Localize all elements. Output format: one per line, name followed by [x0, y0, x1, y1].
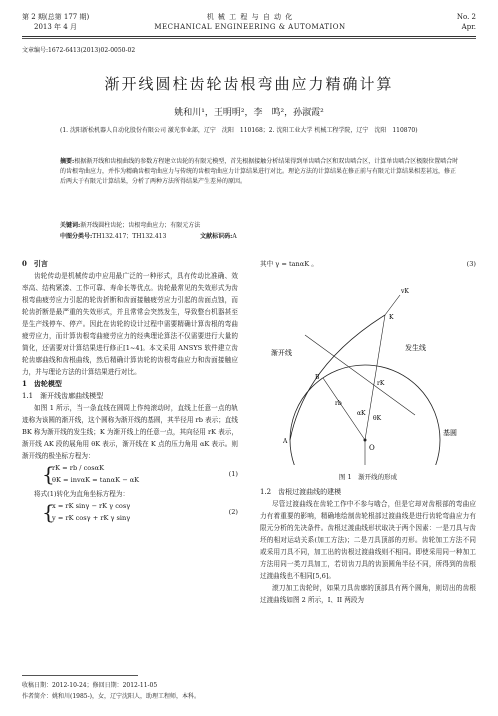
- label-o: O: [369, 444, 375, 452]
- journal-name-cn: 机 械 工 程 与 自 动 化: [206, 13, 294, 21]
- equation-2a: x = rK sinγ − rK γ cosγ: [52, 502, 131, 510]
- article-number: 文章编号:1672-6413(2013)02-0050-02: [22, 47, 136, 54]
- subsection-involute-heading: 1.1 渐开线齿廓曲线模型: [22, 392, 104, 400]
- equation-2b: y = rK cosγ + rK γ sinγ: [52, 514, 131, 522]
- subsection-fillet-heading: 1.2 齿根过渡曲线的建模: [260, 488, 342, 496]
- abstract: [60, 157, 460, 187]
- issue-month: Apr.: [461, 23, 476, 31]
- right-column-lower: [260, 486, 476, 606]
- header-rule-thin: [22, 38, 476, 39]
- left-column: [22, 258, 238, 526]
- section-model-heading: 1 齿轮模型: [22, 379, 62, 388]
- keywords-text: 渐开线圆柱齿轮；齿根弯曲应力；有限元方法: [80, 222, 201, 229]
- right-column: [260, 258, 476, 270]
- section-intro-heading: 0 引言: [22, 259, 48, 268]
- hob-paragraph: 滚刀加工齿轮时，如果刀具齿廓的顶部具有两个圆角，则切出的齿根过渡曲线如图 2 所示，I、II 两段为: [260, 584, 476, 604]
- intro-paragraph: 齿轮传动是机械传动中应用最广泛的一种形式，具有传动比准确、效率高、结构紧凑、工作可靠、寿命长等优点。齿轮最常见的失效形式为齿根弯曲疲劳应力引起的轮齿折断和齿面接触疲劳应力引起的齿面点蚀，而轮齿折断是最严重的失效形式，并且常常会突然发生，导致整台机器甚至是生产线停车、停产。因此在齿轮的设计过程中需要精确计算齿根的弯曲疲劳应力，而计算齿根弯曲疲劳应力的经典理论算法不仅需要进行大量的简化，还需要对计算结果进行修正[1~4]。本文采用 ANSYS 软件建立齿轮齿廓曲线和齿根曲线，然后精确计算齿轮的齿根弯曲应力和齿面接触应力，并与理论方法的计算结果进行对比。: [22, 272, 238, 376]
- author-list: 姚和川¹，王明明²，李 鸣²，孙淑霞²: [174, 108, 324, 118]
- doc-label: 文献标识码:: [200, 233, 233, 240]
- equation-2-number: (2): [228, 508, 238, 516]
- footnote: [22, 680, 482, 702]
- issue-number: 第 2 期(总第 177 期): [22, 13, 90, 21]
- abstract-text: 根据渐开线和齿根曲线的参数方程建立齿轮的有限元模型，首先根据接触分析结果得到单齿啮合区和双齿啮合区，计算单齿啮合区极限位置啮合时的齿根弯曲应力，并作为精确齿根弯曲应力与传统的齿根弯曲应力计算结果进行对比。理论方法的计算结果在修正前与有限元计算结果相差甚远，修正后两大于有限元计算结果，分析了两种方法所得结果产生差异的原因。: [60, 158, 459, 185]
- label-vk: vK: [401, 288, 409, 295]
- label-alpha-k: αK: [357, 410, 366, 417]
- transform-paragraph: 将式(1)转化为直角坐标方程为：: [34, 490, 130, 498]
- label-involute: 渐开线: [271, 349, 292, 357]
- label-rk: rK: [377, 380, 385, 387]
- equation-3: [260, 258, 476, 270]
- classification: [60, 231, 460, 240]
- equation-1-number: (1): [228, 470, 238, 478]
- equation-2: { x = rK sinγ − rK γ cosγ y = rK cosγ + rK γ sinγ (2): [42, 500, 238, 524]
- abstract-label: 摘要:: [60, 158, 75, 165]
- issue-date: 2013 年 4 月: [34, 23, 77, 31]
- label-b: B: [315, 374, 320, 381]
- keywords: [60, 220, 460, 229]
- generating-line: [305, 335, 415, 415]
- footnote-rule: [22, 675, 138, 676]
- involute-curve: [290, 315, 385, 440]
- doc-text: A: [232, 233, 237, 240]
- label-theta-k: θK: [373, 415, 382, 422]
- involute-paragraph: 如图 1 所示，当一条直线在圆周上作纯滚动时，直线上任意一点的轨迹称为该圆的渐开线，这个圆称为渐开线的基圆，其半径用 rb 表示；直线 BK 称为渐开线的发生线；K 为渐开线上的任意一点，其向径用 rK 表示，渐开线 AK 段的展角用 θK 表示，渐开线在 K 点的压力角用 αK 表示。则渐开线的极坐标方程为：: [22, 404, 238, 460]
- equation-3-text: 其中 γ = tanαK 。: [260, 260, 318, 268]
- center-point: [364, 439, 367, 442]
- fillet-paragraph: 尽管过渡曲线在齿轮工作中不参与啮合，但是它却对齿根部的弯曲应力有着重要的影响，精确地绘制齿轮根部过渡曲线是进行齿轮弯曲应力有限元分析的先决条件。齿根过渡曲线形状取决于两个因素：一是刀具与齿坯的相对运动关系(加工方法)；二是刀具顶部的刃形。齿轮加工方法不同或采用刀具不同，加工出的齿根过渡曲线则不相同。即使采用同一种加工方法用同一类刀具加工，若切齿刀具的齿顶圆角半径不同，所得到的齿根过渡曲线也不相同[5,6]。: [260, 500, 476, 580]
- issue-info-en: [457, 12, 476, 32]
- label-rb: rb: [335, 400, 342, 407]
- label-generating-line: 发生线: [405, 344, 426, 352]
- keywords-label: 关键词:: [60, 222, 81, 229]
- paper-title: 渐开线圆柱齿轮齿根弯曲应力精确计算: [104, 75, 394, 93]
- issue-info: [22, 12, 89, 32]
- label-k: K: [389, 314, 394, 321]
- journal-name-en: MECHANICAL ENGINEERING & AUTOMATION: [154, 23, 346, 31]
- velocity-vector: [385, 295, 400, 315]
- affiliation: (1. 沈阳新松机器人自动化股份有限公司 激光事业部，辽宁 沈阳 110168；2. 沈阳工业大学 机械工程学院，辽宁 沈阳 110870): [60, 127, 418, 134]
- figure-1-caption: 图 1 渐开线的形成: [338, 473, 398, 481]
- equation-1a: rK = rb / cosαK: [52, 464, 105, 472]
- label-a: A: [283, 438, 288, 445]
- equation-1: { rK = rb / cosαK θK = invαK = tanαK − αK (1): [42, 462, 238, 486]
- footnote-received: 收稿日期：2012-10-24；修回日期：2012-11-05: [22, 682, 158, 689]
- header-rule: [22, 36, 476, 37]
- issue-no: No. 2: [456, 13, 476, 21]
- equation-1b: θK = invαK = tanαK − αK: [52, 476, 140, 484]
- radius-rb: [323, 378, 365, 440]
- journal-name: [120, 12, 380, 32]
- class-text: TH132.417；TH132.413: [92, 233, 167, 240]
- equation-3-number: (3): [466, 260, 476, 268]
- figure-1: [265, 275, 475, 465]
- class-label: 中图分类号:: [60, 233, 93, 240]
- label-base-circle: 基圆: [443, 429, 457, 437]
- footnote-author: 作者简介：姚和川(1985-)，女，辽宁沈阳人，助理工程师，本科。: [22, 693, 200, 700]
